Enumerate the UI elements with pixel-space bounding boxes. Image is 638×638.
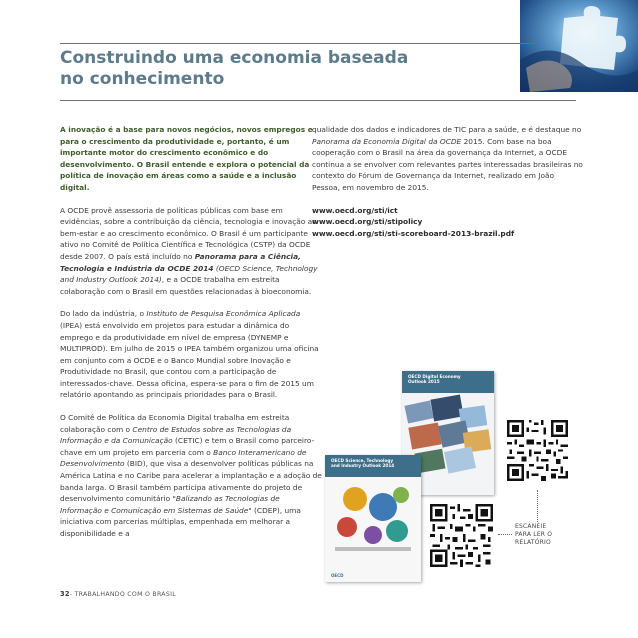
- link-list: [312, 205, 584, 240]
- qr-code-digital-economy[interactable]: [507, 420, 568, 481]
- connector-line: [498, 534, 512, 535]
- page-title: Construindo uma economia baseada no conhecimento: [60, 48, 409, 89]
- page-number: 32: [60, 590, 70, 598]
- link-ict[interactable]: www.oecd.org/sti/ict: [312, 205, 398, 215]
- book-cover-sti-outlook: [325, 455, 421, 582]
- paragraph-ict-health: qualidade dos dados e indicadores de TIC para a saúde, e é destaque no Panorama da Economia Digital da OCDE 2015. Com base na boa cooperação com o Brasil na área da governança da Internet, a OCDE continua a se envolver com relevantes partes interessadas brasileiras no contexto do Fórum de Governança da Internet, realizado em João Pessoa, em novembro de 2015.: [312, 125, 583, 192]
- link-stipolicy[interactable]: www.oecd.org/sti/stipolicy: [312, 217, 423, 227]
- right-column: [312, 124, 584, 239]
- puzzle-photo: [520, 0, 638, 92]
- left-column: [60, 124, 322, 540]
- paragraph-oecd-advice: A OCDE provê assessoria de políticas públicas com base em evidências, sobre a contribuição da ciência, tecnologia e inovação ao bem-estar e ao crescimento econômico. O Brasil é um participante ativo no Comitê de Política Científica e Tecnológica (CSTP) da OCDE desde 2007. O país está incluído no Panorama para a Ciência, Tecnologia e Indústria da OCDE 2014 (OECD Science, Technology and Industry Outlook 2014), e a OCDE trabalha em estreita colaboração com o Brasil em questões relacionadas à bioeconomia.: [60, 205, 318, 296]
- scan-instruction: ESCANEIE PARA LER O RELATÓRIO: [515, 523, 553, 546]
- link-scoreboard[interactable]: www.oecd.org/sti/sti-scoreboard-2013-brazil.pdf: [312, 228, 515, 238]
- connector-line: [537, 490, 538, 522]
- book-cover-art: [325, 477, 421, 582]
- title-divider: [60, 100, 576, 101]
- paragraph-ipea: Do lado da indústria, o Instituto de Pesquisa Econômica Aplicada (IPEA) está envolvido em projetos para estudar a dinâmica do emprego e da produtividade em nível de empresa (DYNEMP e MULTIPROD). Em julho de 2015 o IPEA também organizou uma oficina em conjunto com a OCDE e o Banco Mundial sobre Inovação e Produtividade no Brasil, que contou com a participação de interessados-chave. Dessa oficina, espera-se para o fim de 2015 um relatório apontando as principais prioridades para o Brasil.: [60, 309, 319, 400]
- book-title: OECD Digital Economy Outlook 2015: [408, 374, 461, 384]
- footer-section-label: - TRABALHANDO COM O BRASIL: [69, 591, 176, 598]
- lead-paragraph: A inovação é a base para novos negócios, novos empregos e para o crescimento da produtividade e, portanto, é um importante motor do crescimento econômico e do desenvolvimento. O Brasil entende e explora o potencial da política de inovação em áreas como a saúde e a inclusão digital.: [60, 125, 313, 192]
- qr-code-sti-outlook[interactable]: [430, 504, 493, 567]
- top-divider: [60, 43, 540, 44]
- book-title: OECD Science, Technology and Industry Outlook 2014: [331, 458, 395, 468]
- oecd-logo: OECD: [331, 573, 344, 578]
- paragraph-digital-economy: O Comitê de Política da Economia Digital trabalha em estreita colaboração com o Centro de Estudos sobre as Tecnologias da Informação e da Comunicação (CETIC) e tem o Brasil como parceiro-chave em um projeto em parceria com o Banco Interamericano de Desenvolvimento (BID), que visa a desenvolver políticas públicas na América Latina e no Caribe para acelerar a implantação e a adoção de banda larga. O Brasil também participa ativamente do projeto de desenvolvimento comunitário "Balizando as Tecnologias de Informação e Comunicação em Sistemas de Saúde" (CDEP), uma iniciativa com parcerias múltiplas, empenhada em melhorar a disponibilidade e a: [60, 413, 322, 538]
- page-footer: [60, 590, 176, 598]
